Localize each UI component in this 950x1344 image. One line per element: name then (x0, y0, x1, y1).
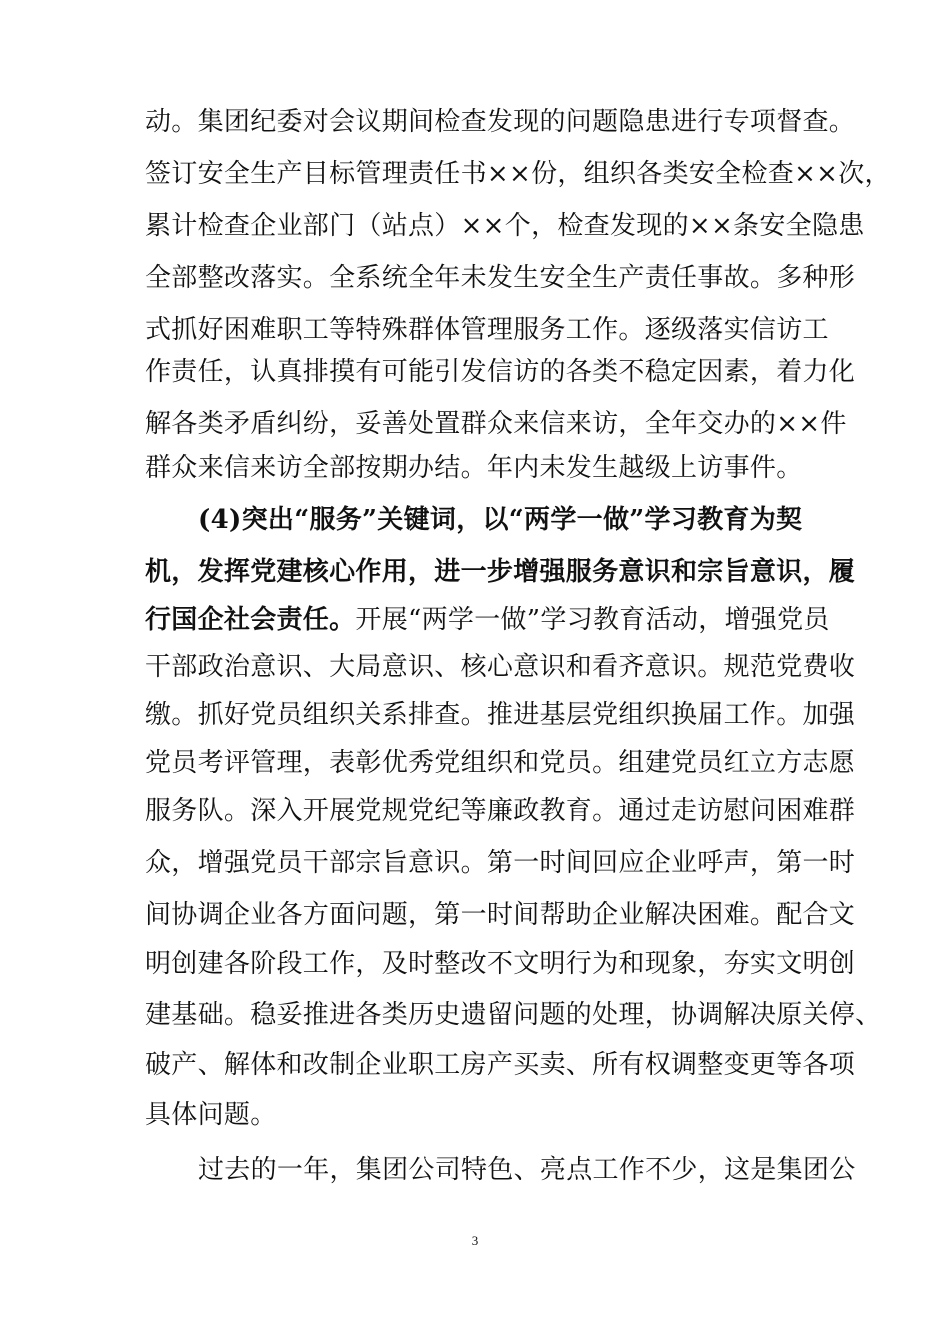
text-segment: 众，增强党员干部宗旨意识。第一时间回应企业呼声，第一时 (145, 848, 856, 878)
text-segment: 全部整改落实。全系统全年未发生安全生产责任事故。多种形 (145, 263, 856, 293)
text-line (145, 737, 856, 789)
page-number: 3 (471, 1233, 479, 1248)
text-segment: 动。集团纪委对会议期间检查发现的问题隐患进行专项督查。 (145, 107, 856, 137)
text-segment: 明创建各阶段工作，及时整改不文明行为和现象，夯实文明创 (145, 949, 856, 979)
text-segment: 建基础。稳妥推进各类历史遗留问题的处理，协调解决原关停、 (145, 1000, 882, 1030)
text-line (145, 594, 830, 646)
text-segment: 作责任，认真排摸有可能引发信访的各类不稳定因素，着力化 (145, 357, 856, 387)
text-segment: 签订安全生产目标管理责任书××份，组织各类安全检查××次， (145, 159, 891, 189)
text-segment: 党员考评管理，表彰优秀党组织和党员。组建党员红立方志愿 (145, 748, 856, 778)
text-line (145, 442, 825, 494)
text-line (198, 1144, 856, 1196)
text-line (145, 200, 865, 252)
text-segment: 干部政治意识、大局意识、核心意识和看齐意识。规范党费收 (145, 652, 856, 682)
text-line (145, 1039, 856, 1091)
text-line (145, 96, 856, 148)
text-segment: 累计检查企业部门（站点）××个，检查发现的××条安全隐患 (145, 211, 865, 241)
text-line (145, 938, 856, 990)
text-segment: 缴。抓好党员组织关系排查。推进基层党组织换届工作。加强 (145, 700, 856, 730)
text-line (145, 837, 856, 889)
text-line (145, 148, 891, 200)
text-line (145, 785, 856, 837)
text-segment: 具体问题。 (145, 1100, 277, 1130)
text-line (145, 641, 856, 693)
text-segment: 群众来信来访全部按期办结。年内未发生越级上访事件。 (145, 453, 803, 483)
text-segment: 过去的一年，集团公司特色、亮点工作不少，这是集团公 (198, 1155, 856, 1185)
text-line (145, 689, 856, 741)
text-segment: 式抓好困难职工等特殊群体管理服务工作。逐级落实信访工 (145, 315, 829, 345)
text-line (145, 989, 882, 1041)
bold-text-segment: 行国企社会责任。 (145, 605, 356, 635)
text-line (145, 546, 856, 598)
text-line (145, 889, 856, 941)
text-segment: 间协调企业各方面问题，第一时间帮助企业解决困难。配合文 (145, 900, 856, 930)
text-line (145, 346, 856, 398)
text-line (198, 494, 825, 546)
text-segment: 破产、解体和改制企业职工房产买卖、所有权调整变更等各项 (145, 1050, 856, 1080)
text-segment: 开展“两学一做”学习教育活动，增强党员 (355, 605, 830, 635)
text-segment: 服务队。深入开展党规党纪等廉政教育。通过走访慰问困难群 (145, 796, 856, 826)
text-line (145, 1089, 825, 1141)
text-line (145, 252, 856, 304)
text-segment: 解各类矛盾纠纷，妥善处置群众来信来访，全年交办的××件 (145, 409, 847, 439)
bold-text-segment: (4)突出“服务”关键词，以“两学一做”学习教育为契 (198, 505, 803, 535)
bold-text-segment: 机，发挥党建核心作用，进一步增强服务意识和宗旨意识，履 (145, 557, 856, 587)
